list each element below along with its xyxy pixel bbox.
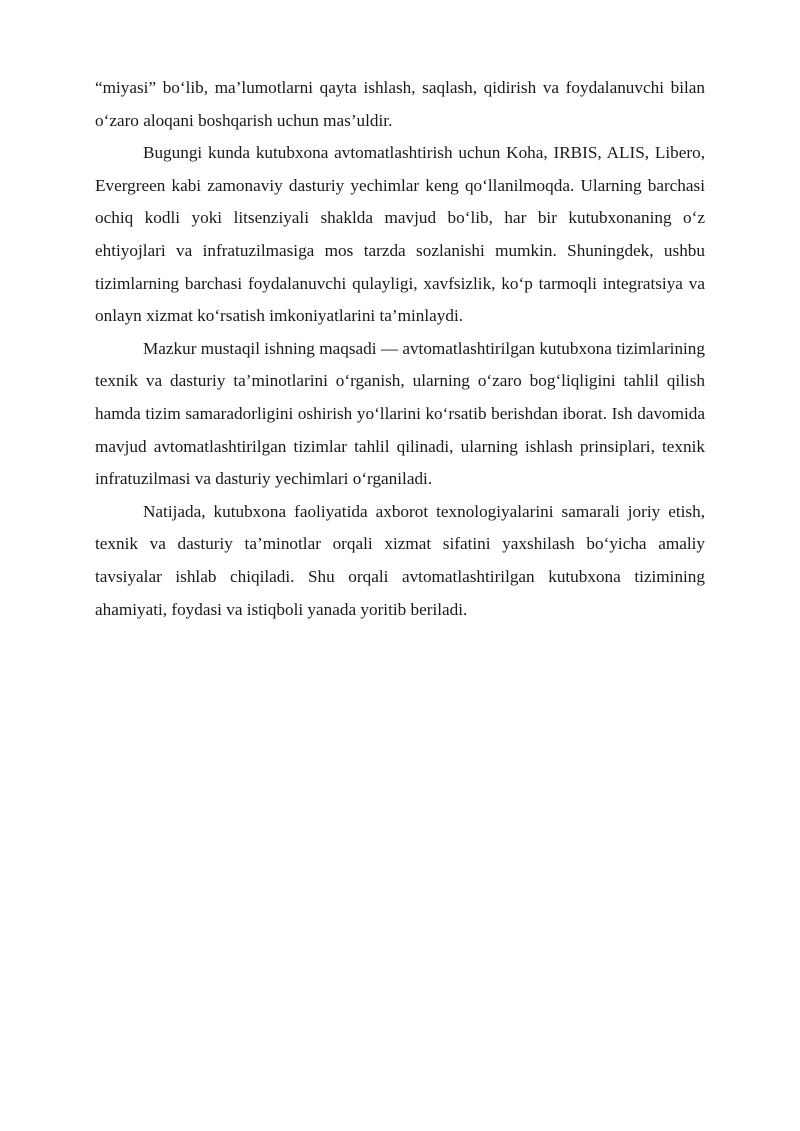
paragraph-software-solutions: Bugungi kunda kutubxona avtomatlashtirish uchun Koha, IRBIS, ALIS, Libero, Evergreen kabi zamonaviy dasturiy yechimlar keng qo‘llanilmoqda. Ularning barchasi ochiq kodli yoki litsenziyali shaklda mavjud bo‘lib, har bir kutubxonaning o‘z ehtiyojlari va infratuzilmasiga mos tarzda sozlanishi mumkin. Shuningdek, ushbu tizimlarning barchasi foydalanuvchi qulayligi, xavfsizlik, ko‘p tarmoqli integratsiya va onlayn xizmat ko‘rsatish imkoniyatlarini ta’minlaydi. <box>95 143 705 326</box>
paragraph-conclusion: Natijada, kutubxona faoliyatida axborot texnologiyalarini samarali joriy etish, texnik va dasturiy ta’minotlar orqali xizmat sifatini yaxshilash bo‘yicha amaliy tavsiyalar ishlab chiqiladi. Shu orqali avtomatlashtirilgan kutubxona tizimining ahamiyati, foydasi va istiqboli yanada yoritib beriladi. <box>95 501 705 619</box>
paragraph-purpose: Mazkur mustaqil ishning maqsadi — avtomatlashtirilgan kutubxona tizimlarining texnik va dasturiy ta’minotlarini o‘rganish, ularning o‘zaro bog‘liqligini tahlil qilish hamda tizim samaradorligini oshirish yo‘llarini ko‘rsatib berishdan iborat. Ish davomida mavjud avtomatlashtirilgan tizimlar tahlil qilinadi, ularning ishlash prinsiplari, texnik infratuzilmasi va dasturiy yechimlari o‘rganiladi. <box>95 338 705 489</box>
body-text <box>95 72 705 626</box>
paragraph-continuation: “miyasi” bo‘lib, ma’lumotlarni qayta ishlash, saqlash, qidirish va foydalanuvchi bilan o‘zaro aloqani boshqarish uchun mas’uldir. <box>95 78 705 130</box>
